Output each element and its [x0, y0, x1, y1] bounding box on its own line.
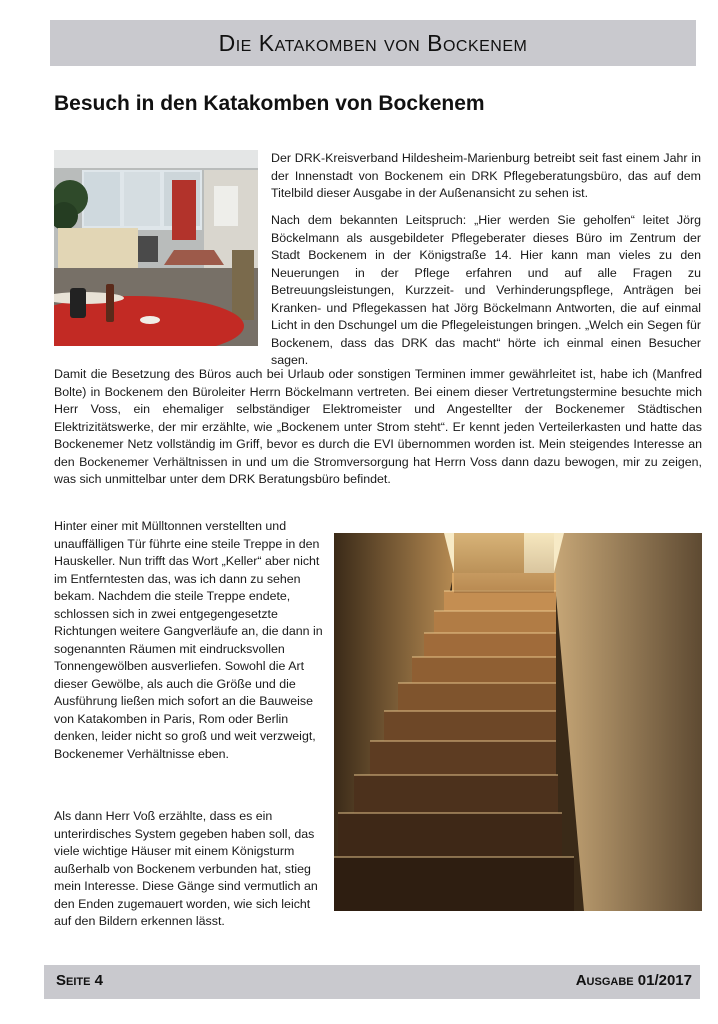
- page-number: Seite 4: [56, 972, 103, 989]
- article-paragraph: Als dann Herr Voß erzählte, dass es ein unterirdisches System gegeben haben soll, das viele wichtige Häuser mit einem Königsturm außerhalb von Bockenem verbunden hat, stieg mein Interesse. Diese Gänge sind vermutlich an den Enden zugemauert worden, wie sich leicht auf den Bildern erkennen lässt.: [54, 809, 318, 928]
- stairs-photo: [334, 533, 702, 911]
- article-paragraph: Der DRK-Kreisverband Hildesheim-Marienburg betreibt seit fast einem Jahr in der Innenstadt von Bockenem ein DRK Pflegeberatungsbüro, das auf dem Titelbild dieser Ausgabe in der Außenansicht zu sehen ist.: [271, 151, 701, 200]
- page-header-title: Die Katakomben von Bockenem: [218, 29, 528, 56]
- article-title: Besuch in den Katakomben von Bockenem: [54, 92, 485, 115]
- article-paragraph: Nach dem bekannten Leitspruch: „Hier werden Sie geholfen“ leitet Jörg Böckelmann als ausgebildeter Pflegeberater dieses Büro im Zentrum der Stadt Bockenem in der Königstraße 14. Hier kann man vieles zu den Neuerungen in der Pflege erfahren und auf alle Fragen zu Betreuungsleistungen, Kurzzeit- und Verhinderungspflege, Anträgen bei Kranken- und Pflegekassen hat Jörg Böckelmann Antworten, die auf einmal Licht in den Dschungel um die Pflegeleistungen bringen. „Welch ein Segen für Bockenem, dass das DRK das macht“ hörte ich einmal einen Besucher sagen.: [271, 213, 701, 367]
- article-paragraph: Damit die Besetzung des Büros auch bei Urlaub oder sonstigen Terminen immer gewährleitet ist, habe ich (Manfred Bolte) in Bockenem den Büroleiter Herrn Böckelmann vertreten. Bei einem dieser Vertretungstermine besuchte mich Herr Voss, ein ehemaliger selbständiger Elektromeister und Angestellter der Bockenemer Städtischen Elektrizitätswerke, der mir erzählte, wie „Bockenem unter Strom steht“. Er kennt jeden Verteilerkasten und hatte das Bockenemer Netz vollständig im Griff, bevor es durch die EVI übernommen worden ist. Mein steigendes Interesse an den Bockenemer Verhältnissen in und um die Stromversorgung hat Herrn Voss dann dazu bewogen, mir zu zeigen, was sich unmittelbar unter dem DRK Beratungsbüro befindet.: [54, 367, 702, 486]
- header-band: [50, 20, 696, 66]
- issue-label: Ausgabe 01/2017: [575, 972, 692, 989]
- article-paragraph: Hinter einer mit Mülltonnen verstellten und unauffälligen Tür führte eine steile Treppe in den Hauskeller. Nun trifft das Wort „Keller“ aber nicht im Entferntesten das, was ich dann zu sehen bekam. Nachdem die steile Treppe endete, schlossen sich in zwei entgegengesetzte Richtungen weitere Gangverläufe an, die dann in sogenannten Räumen mit eindrucksvollen Tonnengewölben ausverliefen. Sowohl die Art dieser Gewölbe, als auch die Größe und die Ausführung ließen mich sofort an die Bauweise von Katakomben in Paris, Rom oder Berlin denken, leider nicht so groß und weit verzweigt, Bockenemer Verhältnisse eben.: [54, 519, 323, 761]
- office-photo: [54, 150, 258, 346]
